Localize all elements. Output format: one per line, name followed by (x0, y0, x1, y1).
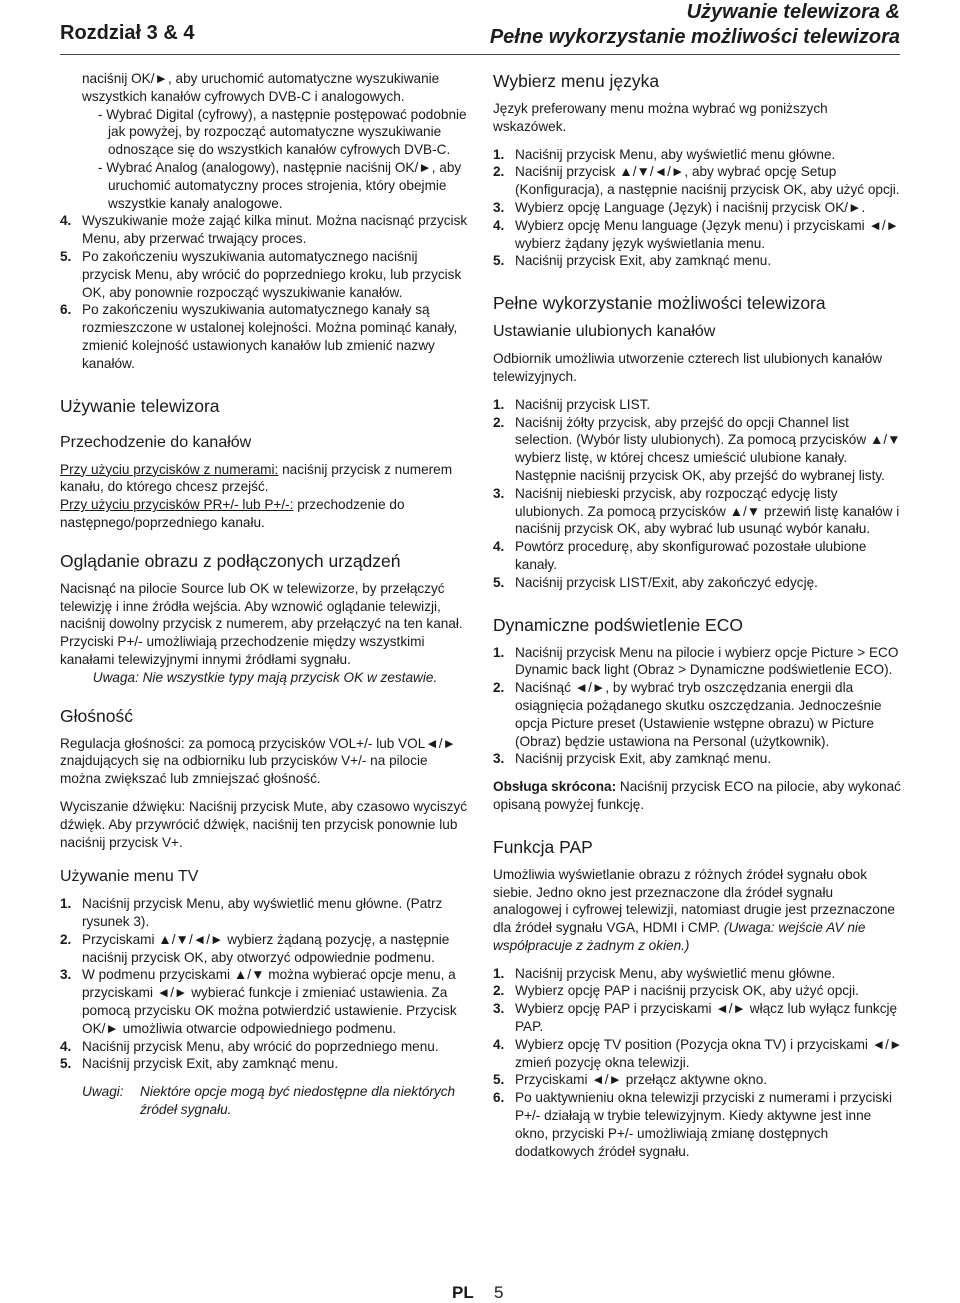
section-heading-switch: Przechodzenie do kanałów (60, 433, 252, 451)
list-item: 3. Wybierz opcję Language (Język) i naciśnij przycisk OK/►. (493, 199, 866, 215)
eco-shortcut: Obsługa skrócona: Naciśnij przycisk ECO na pilocie, aby wykonać opisaną powyżej funkcję. (493, 779, 901, 812)
left-column (60, 70, 470, 1119)
list-item: 1. Naciśnij przycisk LIST. (493, 396, 651, 412)
list-item: 5. Naciśnij przycisk Exit, aby zamknąć menu. (493, 253, 772, 269)
section-heading-volume: Głośność (60, 705, 133, 726)
list-item: 1. Naciśnij przycisk Menu, aby wyświetlić menu główne. (Patrz rysunek 3). (60, 896, 443, 930)
list-item: 3. Naciśnij niebieski przycisk, aby rozpocząć edycję listy ulubionych. Za pomocą przycisków ▲/▼ przewiń listę kanałów i naciśnij przycisk OK, aby wybrać lub usunąć wybór kanału. (493, 485, 900, 537)
section-heading-full-use: Pełne wykorzystanie możliwości telewizora (493, 293, 826, 314)
switch-paragraph-2: Przy użyciu przycisków PR+/- lub P+/-: przechodzenie do następnego/poprzedniego kanału. (60, 497, 405, 530)
header-divider (60, 54, 900, 55)
list-item: 4. Powtórz procedurę, aby skonfigurować pozostałe ulubione kanały. (493, 539, 867, 572)
list-item: 3. W podmenu przyciskami ▲/▼ można wybierać opcje menu, a przyciskami ◄/► wybierać funkcje i zmieniać ustawienia. Za pomocą przycisku OK można potwierdzić ustawienie. Przycisk OK/► umożliwia otwarcie odpowiedniego podmenu. (60, 967, 457, 1036)
section-heading-language: Wybierz menu języka (493, 71, 660, 91)
list-item: 2. Naciśnąć ◄/►, by wybrać tryb oszczędzania energii dla osiągnięcia pożądanego skutku oszczędzania. Jednocześnie opcja Picture preset (Ustawienie wstępne obrazu) w Picture (Obraz) będzie ustawiona na Personal (użytkownik). (493, 680, 882, 749)
section-heading-pap: Funkcja PAP (493, 836, 593, 857)
list-item: 4. Naciśnij przycisk Menu, aby wrócić do poprzedniego menu. (60, 1038, 439, 1054)
list-item: 5. Po zakończeniu wyszukiwania automatycznego naciśnij przycisk Menu, aby wrócić do poprzedniego kroku, lub przycisk OK, aby ponownie rozpocząć wyszukiwanie kanałów. (60, 248, 462, 300)
page-title-line1: Używanie telewizora & (686, 1, 900, 23)
list-item: 5. Naciśnij przycisk LIST/Exit, aby zakończyć edycję. (493, 574, 818, 590)
list-item: 6. Po uaktywnieniu okna telewizji przyciski z numerami i przyciski P+/- działają w trybie telewizyjnym. Kiedy aktywne jest inne okno, przyciski P+/- umożliwiają zmianę dostępnych dodatkowych źródeł sygnału. (493, 1090, 892, 1159)
list-item: 4. Wybierz opcję Menu language (Język menu) i przyciskami ◄/► wybierz żądany język wyświetlania menu. (493, 217, 900, 251)
view-note: Uwaga: Nie wszystkie typy mają przycisk OK w zestawie. (92, 669, 438, 685)
list-item: 3. Naciśnij przycisk Exit, aby zamknąć menu. (493, 751, 772, 767)
list-item: 1. Naciśnij przycisk Menu na pilocie i wybierz opcje Picture > ECO Dynamic back light (Obraz > Dynamiczne podświetlenie ECO). (493, 644, 899, 678)
view-paragraph: Nacisnąć na pilocie Source lub OK w telewizorze, by przełączyć telewizję i inne źródła wejścia. Aby wznowić oglądanie telewizji, naciśnij dowolny przycisk z numerem, aby przełączyć na ten kanał. Przyciski P+/- umożliwiają przechodzenie między wszystkimi kanałami telewizyjnymi innymi źródłami sygnału. (60, 580, 463, 667)
list-item: 2. Naciśnij żółty przycisk, aby przejść do opcji Channel list selection. (Wybór listy ulubionych). Za pomocą przycisków ▲/▼ wybierz listę, w której chcesz umieścić ulubione kanały. Następnie naciśnij przycisk OK, aby przejść do wybranej listy. (493, 414, 901, 483)
section-heading-using-tv: Używanie telewizora (60, 395, 220, 416)
page-title (490, 0, 900, 50)
intro-line-1: naciśnij OK/►, aby uruchomić automatyczne wyszukiwanie wszystkich kanałów cyfrowych DVB-C i analogowych. (82, 71, 440, 104)
list-item: 2. Przyciskami ▲/▼/◄/► wybierz żądaną pozycję, a następnie naciśnij przycisk OK, aby otworzyć odpowiednie podmenu. (60, 931, 450, 965)
list-item: 1. Naciśnij przycisk Menu, aby wyświetlić menu główne. (493, 965, 836, 981)
section-heading-eco: Dynamiczne podświetlenie ECO (493, 614, 743, 635)
section-heading-favourites: Ustawianie ulubionych kanałów (493, 323, 716, 341)
list-item: 2. Wybierz opcję PAP i naciśnij przycisk OK, aby użyć opcji. (493, 983, 859, 999)
list-item: 2. Naciśnij przycisk ▲/▼/◄/►, aby wybrać opcję Setup (Konfiguracja), a następnie naciśnij przycisk OK, aby użyć opcji. (493, 164, 900, 198)
section-heading-view: Oglądanie obrazu z podłączonych urządzeń (60, 550, 401, 571)
list-item: 1. Naciśnij przycisk Menu, aby wyświetlić menu główne. (493, 146, 836, 162)
right-column (493, 70, 903, 1160)
section-heading-menu: Używanie menu TV (60, 868, 199, 886)
chapter-label: Rozdział 3 & 4 (60, 22, 195, 44)
menu-note: Uwagi: Niektóre opcje mogą być niedostępne dla niektórych źródeł sygnału. (82, 1084, 456, 1118)
list-item: 5. Przyciskami ◄/► przełącz aktywne okno. (493, 1072, 768, 1088)
language-intro: Język preferowany menu można wybrać wg poniższych wskazówek. (493, 101, 828, 134)
pap-intro: Umożliwia wyświetlanie obrazu z różnych źródeł sygnału obok siebie. Jedno okno jest przeznaczone dla źródeł sygnału analogowej i cyfrowej telewizji, natomiast drugie jest przeznaczone dla źródeł sygnału VGA, HDMI i CMP. (Uwaga: wejście AV nie współpracuje z żadnym z okien.) (493, 866, 895, 953)
page-title-line2: Pełne wykorzystanie możliwości telewizora (489, 26, 900, 48)
page-footer (0, 1283, 960, 1303)
footer-language: PL (452, 1283, 474, 1302)
list-item: 3. Wybierz opcję PAP i przyciskami ◄/► włącz lub wyłącz funkcję PAP. (493, 1001, 898, 1035)
favourites-intro: Odbiornik umożliwia utworzenie czterech list ulubionych kanałów telewizyjnych. (493, 351, 883, 384)
switch-paragraph-1: Przy użyciu przycisków z numerami: naciśnij przycisk z numerem kanału, do którego chcesz przejść. (60, 461, 453, 495)
list-item: 5. Naciśnij przycisk Exit, aby zamknąć menu. (60, 1056, 339, 1072)
volume-paragraph-2: Wyciszanie dźwięku: Naciśnij przycisk Mute, aby czasowo wyciszyć dźwięk. Aby przywrócić dźwięk, naciśnij ten przycisk ponownie lub naciśnij przycisk V+. (60, 798, 468, 850)
intro-line-3: - Wybrać Analog (analogowy), następnie naciśnij OK/►, aby uruchomić automatyczny proces strojenia, który obejmie wszystkie kanały analogowe. (98, 159, 462, 211)
intro-line-2: - Wybrać Digital (cyfrowy), a następnie postępować podobnie jak powyżej, by rozpocząć automatyczne wyszukiwanie odnoszące się do wszystkich kanałów cyfrowych DVB-C. (98, 106, 467, 158)
list-item: 6. Po zakończeniu wyszukiwania automatycznego kanały są rozmieszczone w ustalonej kolejności. Można pominąć kanały, zmienić kolejność ustawionych kanałów lub zmienić nazwy kanałów. (60, 302, 458, 371)
page-header (0, 0, 960, 50)
list-item: 4. Wybierz opcję TV position (Pozycja okna TV) i przyciskami ◄/► zmień pozycję okna telewizji. (493, 1036, 903, 1070)
list-item: 4. Wyszukiwanie może zająć kilka minut. Można nacisnąć przycisk Menu, aby przerwać trwający proces. (60, 213, 468, 247)
volume-paragraph-1: Regulacja głośności: za pomocą przycisków VOL+/- lub VOL◄/► znajdujących się na odbiorniku lub przycisków V+/- na pilocie można zwiększać lub zmniejszać głośność. (60, 735, 456, 787)
page-number: 5 (494, 1283, 504, 1302)
